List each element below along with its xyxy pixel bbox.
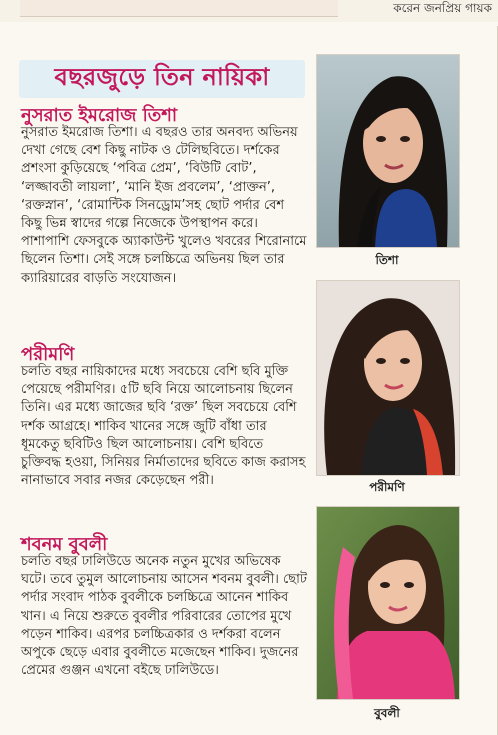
photo-caption-porimoni: পরীমণি	[369, 480, 405, 494]
photo-caption-tisha: তিশা	[375, 253, 399, 267]
previous-article-fragment: করেন জনপ্রিয় গায়ক	[393, 1, 492, 15]
photo-tisha	[316, 54, 460, 248]
previous-article-box	[20, 0, 338, 17]
section-heading-bubli: শবনম বুবলী	[21, 534, 108, 555]
section-heading-porimoni: পরীমণি	[21, 344, 75, 365]
title-box	[19, 60, 305, 98]
section-body-tisha: নুসরাত ইমরোজ তিশা। এ বছরও তার অনবদ্য অভিনয় দেখা গেছে বেশ কিছু নাটক ও টেলিছবিতে। দর্শকের প্রশংসা কুড়িয়েছে ‘পবিত্র প্রেম’, ‘বিউটি বোট’, ‘লজ্জাবতী লায়লা’, ‘মানি ইজ প্রবলেম’, ‘প্রাক্তন’, ‘রক্তস্নান’, ‘রোমান্টিক সিনড্রোম’সহ ছোট পর্দার বেশ কিছু ভিন্ন স্বাদের গল্পে নিজেকে উপস্থাপন করে। পাশাপাশি ফেসবুকে অ্যাকাউন্ট খুলেও খবরের শিরোনামে ছিলেন তিশা। সেই সঙ্গে চলচ্চিত্রে অভিনয় ছিল তার ক্যারিয়ারের বাড়তি সংযোজন।	[21, 125, 307, 286]
photo-caption-bubli: বুবলী	[374, 706, 400, 720]
article-title: বছরজুড়ে তিন নায়িকা	[54, 63, 270, 91]
photo-porimoni	[316, 280, 460, 476]
section-heading-tisha: নুসরাত ইমরোজ তিশা	[21, 105, 178, 126]
photo-bubli	[316, 506, 460, 700]
section-body-porimoni: চলতি বছর নায়িকাদের মধ্যে সবচেয়ে বেশি ছবি মুক্তি পেয়েছে পরীমণির। ৫টি ছবি নিয়ে আলোচনায় ছিলেন তিনি। এর মধ্যে জাজের ছবি ‘রক্ত’ ছিল সবচেয়ে বেশি দর্শক আগ্রহে। শাকিব খানের সঙ্গে জুটি বাঁধা তার ধূমকেতু ছবিটিও ছিল আলোচনায়। বেশি ছবিতে চুক্তিবদ্ধ হওয়া, সিনিয়র নির্মাতাদের ছবিতে কাজ করাসহ নানাভাবে সবার নজর কেড়েছেন পরী।	[21, 364, 306, 489]
section-body-bubli: চলতি বছর ঢালিউডে অনেক নতুন মুখের অভিষেক ঘটে। তবে তুমুল আলোচনায় আসেন শবনম বুবলী। ছোট পর্দার সংবাদ পাঠক বুবলীকে চলচ্চিত্রে আনেন শাকিব খান। এ নিয়ে শুরুতে বুবলীর পরিবারের তোপের মুখে পড়েন শাকিব। এরপর চলচ্চিত্রকার ও দর্শকরা বলেন অপুকে ছেড়ে এবার বুবলীতে মজেছেন শাকিব। দুজনের প্রেমের গুঞ্জন এখনো বইছে ঢালিউডে।	[21, 554, 308, 679]
